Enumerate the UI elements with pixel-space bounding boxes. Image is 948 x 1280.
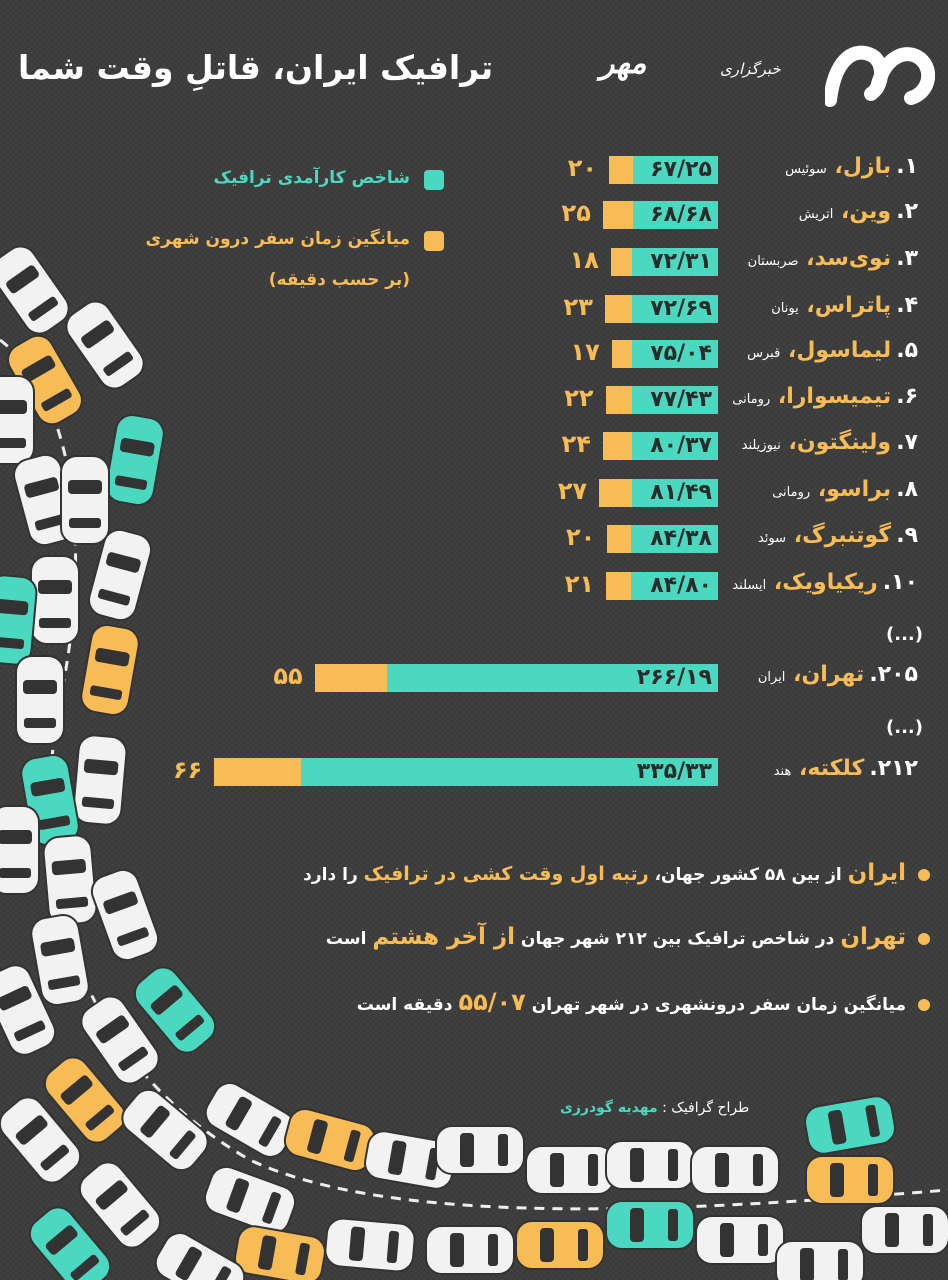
car-icon (42, 834, 97, 926)
bullet-icon (918, 933, 930, 945)
car-icon (696, 1216, 784, 1264)
bullet-icon (918, 999, 930, 1011)
car-icon (861, 1206, 948, 1254)
bar-group (605, 295, 718, 323)
rank-number: ۹. (896, 523, 918, 548)
ellipsis-2: (...) (886, 717, 923, 738)
separator: ، (785, 662, 802, 687)
fact-1 (303, 860, 930, 886)
index-value: ۸۰/۳۷ (650, 433, 712, 458)
minutes-bar (603, 432, 632, 460)
bar-group (612, 340, 718, 368)
index-value: ۶۷/۲۵ (650, 157, 712, 182)
fact-1-t2: را دارد (303, 865, 364, 885)
index-value: ۷۲/۳۱ (650, 249, 712, 274)
minutes-value: ۶۶ (172, 756, 203, 784)
country-name: نیوزیلند (741, 438, 781, 453)
separator: ، (780, 430, 797, 455)
bar-group (214, 758, 718, 786)
rank-label (732, 384, 918, 409)
fact-2-hl2: از آخر هشتم (372, 924, 516, 950)
car-icon (436, 1126, 524, 1174)
city-name: براسو (826, 477, 892, 502)
rank-label (732, 570, 918, 595)
rank-number: ۱۰. (882, 570, 918, 595)
country-name: صربستان (747, 254, 799, 269)
separator: ، (786, 523, 803, 548)
separator: ، (791, 756, 808, 781)
index-value: ۳۳۵/۳۳ (636, 759, 712, 784)
rank-number: ۸. (896, 477, 918, 502)
country-name: ایسلند (732, 578, 767, 593)
ellipsis-1: (...) (886, 624, 923, 645)
bar-group (599, 479, 718, 507)
rank-number: ۲۰۵. (869, 662, 918, 687)
rank-label (774, 756, 918, 781)
rank-label (799, 199, 918, 224)
city-name: گوتنبرگ (802, 523, 892, 548)
minutes-value: ۱۸ (569, 246, 599, 274)
bullet-icon (918, 869, 930, 881)
rank-number: ۵. (896, 338, 918, 363)
index-value: ۷۲/۶۹ (650, 296, 712, 321)
country-name: اتریش (798, 207, 834, 222)
minutes-bar (606, 572, 631, 600)
index-value: ۷۷/۴۳ (650, 387, 712, 412)
minutes-bar (315, 664, 387, 692)
country-name: رومانی (732, 392, 771, 407)
country-name: قبرس (747, 346, 781, 361)
car-icon (426, 1226, 514, 1274)
minutes-value: ۲۱ (564, 570, 595, 598)
minutes-bar (612, 340, 632, 368)
fact-3-hl2: ۵۵/۰۷ (458, 988, 526, 1016)
car-icon (200, 1077, 300, 1163)
minutes-bar (607, 525, 631, 553)
rank-label (758, 662, 918, 687)
car-icon (526, 1146, 614, 1194)
index-value: ۷۵/۰۴ (650, 341, 712, 366)
minutes-bar (599, 479, 631, 507)
city-name: لیماسول (796, 338, 892, 363)
index-value: ۲۶۶/۱۹ (636, 665, 712, 690)
separator: ، (770, 384, 787, 409)
fact-3-t1: میانگین زمان سفر درونشهری در شهر تهران (525, 995, 906, 1015)
rank-number: ۳. (896, 246, 918, 271)
car-icon (606, 1141, 694, 1189)
bar-group (606, 572, 718, 600)
bar-group (606, 386, 718, 414)
rank-label (742, 430, 918, 455)
car-icon (324, 1217, 416, 1272)
index-value: ۸۴/۸۰ (650, 573, 712, 598)
minutes-value: ۵۵ (273, 662, 303, 690)
fact-2-t2: است (325, 929, 373, 949)
separator: ، (766, 570, 783, 595)
rank-label (785, 154, 918, 179)
separator: ، (780, 338, 797, 363)
fact-2 (326, 924, 930, 950)
bar-group (607, 525, 718, 553)
rank-label (748, 246, 918, 271)
city-name: تهران (801, 662, 865, 687)
fact-3-t2: دقیقه است (356, 995, 459, 1015)
country-name: سوئد (757, 531, 787, 546)
minutes-value: ۲۳ (563, 293, 593, 321)
car-icon (606, 1201, 694, 1249)
car-icon (803, 1094, 898, 1157)
car-icon (233, 1224, 328, 1280)
car-icon (116, 1083, 214, 1176)
fact-2-t1: در شاخص ترافیک بین ۲۱۲ شهر جهان (515, 929, 841, 949)
separator: ، (798, 293, 815, 318)
minutes-bar (214, 758, 300, 786)
car-icon (691, 1146, 779, 1194)
rank-label (758, 523, 918, 548)
credit (560, 1100, 749, 1116)
legend-minutes-label: میانگین زمان سفر درون شهری (145, 229, 410, 249)
rank-number: ۲. (896, 199, 918, 224)
rank-number: ۲۱۲. (869, 756, 918, 781)
rank-number: ۷. (896, 430, 918, 455)
city-name: ولینگتون (796, 430, 892, 455)
fact-1-t1: از بین ۵۸ کشور جهان، (648, 865, 848, 885)
rank-label (772, 477, 918, 502)
index-value: ۸۴/۳۸ (650, 526, 712, 551)
fact-2-hl1: تهران (840, 924, 906, 950)
index-value: ۸۱/۴۹ (650, 480, 712, 505)
minutes-value: ۲۲ (564, 384, 594, 412)
country-name: هند (773, 764, 792, 779)
fact-1-hl1: ایران (847, 860, 906, 886)
fact-3 (357, 988, 930, 1016)
car-icon (516, 1221, 604, 1269)
minutes-bar (609, 156, 633, 184)
bar-group (603, 432, 718, 460)
bar-group (603, 201, 718, 229)
country-name: رومانی (772, 485, 811, 500)
city-name: پاتراس (814, 293, 892, 318)
rank-label (747, 338, 918, 363)
bar-group (611, 248, 718, 276)
minutes-bar (603, 201, 633, 229)
city-name: کلکته (807, 756, 865, 781)
minutes-bar (611, 248, 633, 276)
city-name: بازل (842, 154, 892, 179)
rank-label (771, 293, 918, 318)
fact-1-hl2: رتبه اول وقت کشی در ترافیک (363, 863, 649, 885)
rank-number: ۴. (896, 293, 918, 318)
country-name: یونان (771, 301, 799, 316)
city-name: ریکیاویک (782, 570, 878, 595)
car-icon (806, 1156, 894, 1204)
bar-group (315, 664, 718, 692)
credit-name: مهدیه گودرزی (560, 1100, 658, 1116)
logo-name: مهر (600, 46, 647, 81)
legend-index-label: شاخص کارآمدی ترافیک (213, 168, 410, 188)
rank-number: ۱. (896, 154, 918, 179)
city-name: تیمیسوارا (786, 384, 892, 409)
logo-sub: خبرگزاری (720, 60, 781, 78)
separator: ، (810, 477, 827, 502)
rank-number: ۶. (896, 384, 918, 409)
country-name: سوئیس (785, 162, 827, 177)
minutes-bar (606, 386, 632, 414)
car-icon (87, 865, 162, 964)
separator: ، (826, 154, 843, 179)
city-name: وین (849, 199, 892, 224)
minutes-value: ۱۷ (570, 338, 600, 366)
minutes-value: ۲۵ (561, 199, 591, 227)
bar-group (609, 156, 718, 184)
credit-label: طراح گرافیک : (657, 1100, 750, 1116)
city-name: نوی‌سد (814, 246, 892, 271)
index-value: ۶۸/۶۸ (650, 202, 712, 227)
car-icon (776, 1241, 864, 1280)
minutes-value: ۲۷ (557, 477, 588, 505)
legend-minutes-unit: (بر حسب دقیقه) (268, 270, 410, 290)
page-title: ترافیک ایران، قاتلِ وقت شما (18, 48, 494, 87)
country-name: ایران (757, 670, 786, 685)
minutes-value: ۲۴ (561, 430, 591, 458)
minutes-value: ۲۰ (567, 154, 597, 182)
minutes-value: ۲۰ (565, 523, 596, 551)
separator: ، (833, 199, 850, 224)
minutes-bar (605, 295, 633, 323)
separator: ، (798, 246, 815, 271)
